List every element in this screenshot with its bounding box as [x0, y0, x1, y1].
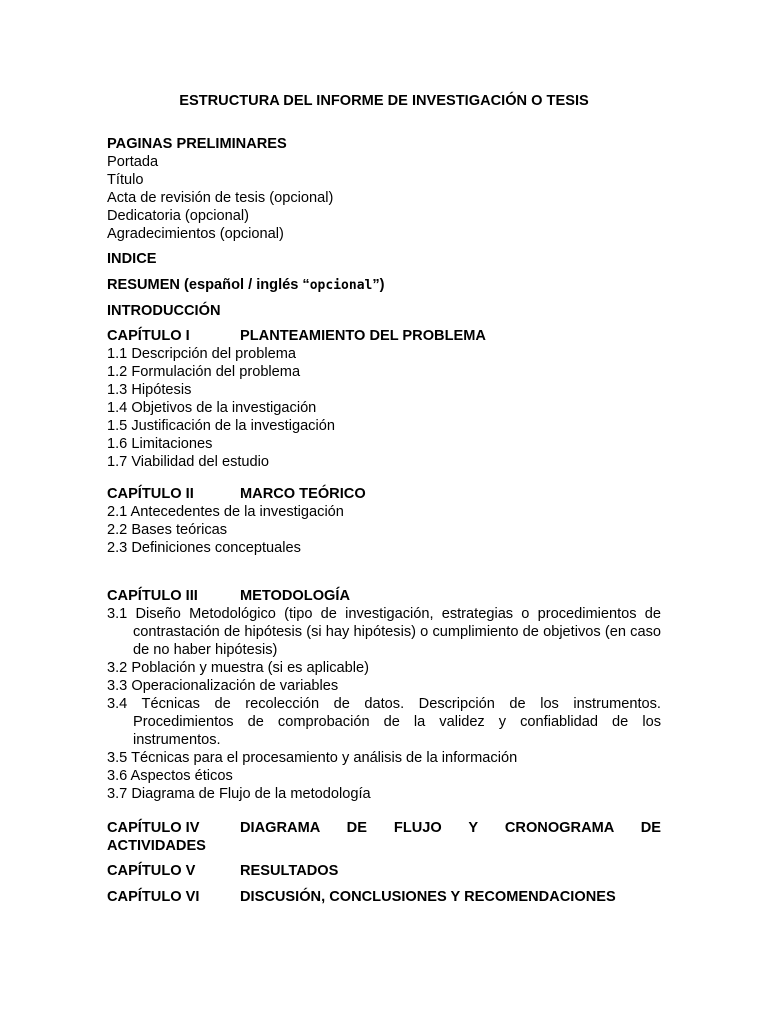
chapter-1-heading — [107, 327, 661, 345]
introduccion-heading: INTRODUCCIÓN — [107, 303, 221, 319]
list-item: 2.2 Bases teóricas — [107, 522, 228, 538]
chapter-title: DISCUSIÓN, CONCLUSIONES Y RECOMENDACIONES — [240, 889, 616, 905]
preliminares-heading: PAGINAS PRELIMINARES — [107, 136, 287, 152]
chapter-2-heading — [107, 485, 661, 503]
list-item: 1.6 Limitaciones — [107, 436, 213, 452]
list-item: 1.7 Viabilidad del estudio — [107, 454, 270, 470]
list-item: 1.3 Hipótesis — [107, 382, 192, 398]
chapter-number: CAPÍTULO IV — [107, 820, 200, 836]
chapter-title-continuation: ACTIVIDADES — [107, 838, 206, 854]
resumen-prefix: RESUMEN (español / inglés “ — [107, 277, 310, 293]
list-item: Dedicatoria (opcional) — [107, 208, 249, 224]
list-item: 1.1 Descripción del problema — [107, 346, 297, 362]
chapter-4-section — [107, 819, 661, 855]
chapter-6-section — [107, 888, 661, 906]
list-item: Agradecimientos (opcional) — [107, 226, 284, 242]
list-item: 3.2 Población y muestra (si es aplicable) — [107, 660, 370, 676]
chapter-number: CAPÍTULO III — [107, 588, 198, 604]
chapter-3-heading — [107, 587, 661, 605]
list-item: 2.1 Antecedentes de la investigación — [107, 504, 344, 520]
resumen-optional: opcional — [309, 278, 373, 293]
list-item: 3.7 Diagrama de Flujo de la metodología — [107, 786, 371, 802]
indice-heading: INDICE — [107, 251, 157, 267]
document-title: ESTRUCTURA DEL INFORME DE INVESTIGACIÓN O TESIS — [179, 93, 589, 109]
chapter-2-section — [107, 485, 661, 557]
chapter-5-section — [107, 862, 661, 880]
chapter-4-heading — [107, 819, 661, 837]
list-item: Acta de revisión de tesis (opcional) — [107, 190, 334, 206]
chapter-5-heading — [107, 862, 661, 880]
chapter-title: METODOLOGÍA — [240, 588, 350, 604]
list-item: Título — [107, 172, 144, 188]
list-item: Portada — [107, 154, 159, 170]
list-item: 3.4 Técnicas de recolección de datos. Descripción de los instrumentos. Procedimientos de comprobación de la validez y confiablidad de los instrumentos. — [107, 696, 661, 748]
list-item: 2.3 Definiciones conceptuales — [107, 540, 301, 556]
list-item: 3.5 Técnicas para el procesamiento y análisis de la información — [107, 750, 518, 766]
resumen-heading — [107, 276, 661, 295]
resumen-suffix: ”) — [372, 277, 385, 293]
list-item: 1.5 Justificación de la investigación — [107, 418, 335, 434]
preliminares-section — [107, 135, 661, 243]
chapter-number: CAPÍTULO VI — [107, 889, 200, 905]
chapter-title: MARCO TEÓRICO — [240, 486, 366, 502]
chapter-1-section — [107, 327, 661, 471]
chapter-6-heading — [107, 888, 661, 906]
chapter-number: CAPÍTULO I — [107, 328, 190, 344]
chapter-number: CAPÍTULO V — [107, 863, 196, 879]
chapter-number: CAPÍTULO II — [107, 486, 194, 502]
chapter-title: DIAGRAMA DE FLUJO Y CRONOGRAMA DE — [240, 820, 661, 836]
chapter-title: PLANTEAMIENTO DEL PROBLEMA — [240, 328, 486, 344]
chapter-3-section — [107, 587, 661, 803]
list-item: 1.2 Formulación del problema — [107, 364, 301, 380]
list-item: 3.3 Operacionalización de variables — [107, 678, 339, 694]
chapter-title: RESULTADOS — [240, 863, 339, 879]
list-item: 3.6 Aspectos éticos — [107, 768, 233, 784]
list-item: 1.4 Objetivos de la investigación — [107, 400, 317, 416]
list-item: 3.1 Diseño Metodológico (tipo de investigación, estrategias o procedimientos de contrastación de hipótesis (si hay hipótesis) o cumplimiento de objetivos (en caso de no haber hipótesis) — [107, 606, 661, 658]
